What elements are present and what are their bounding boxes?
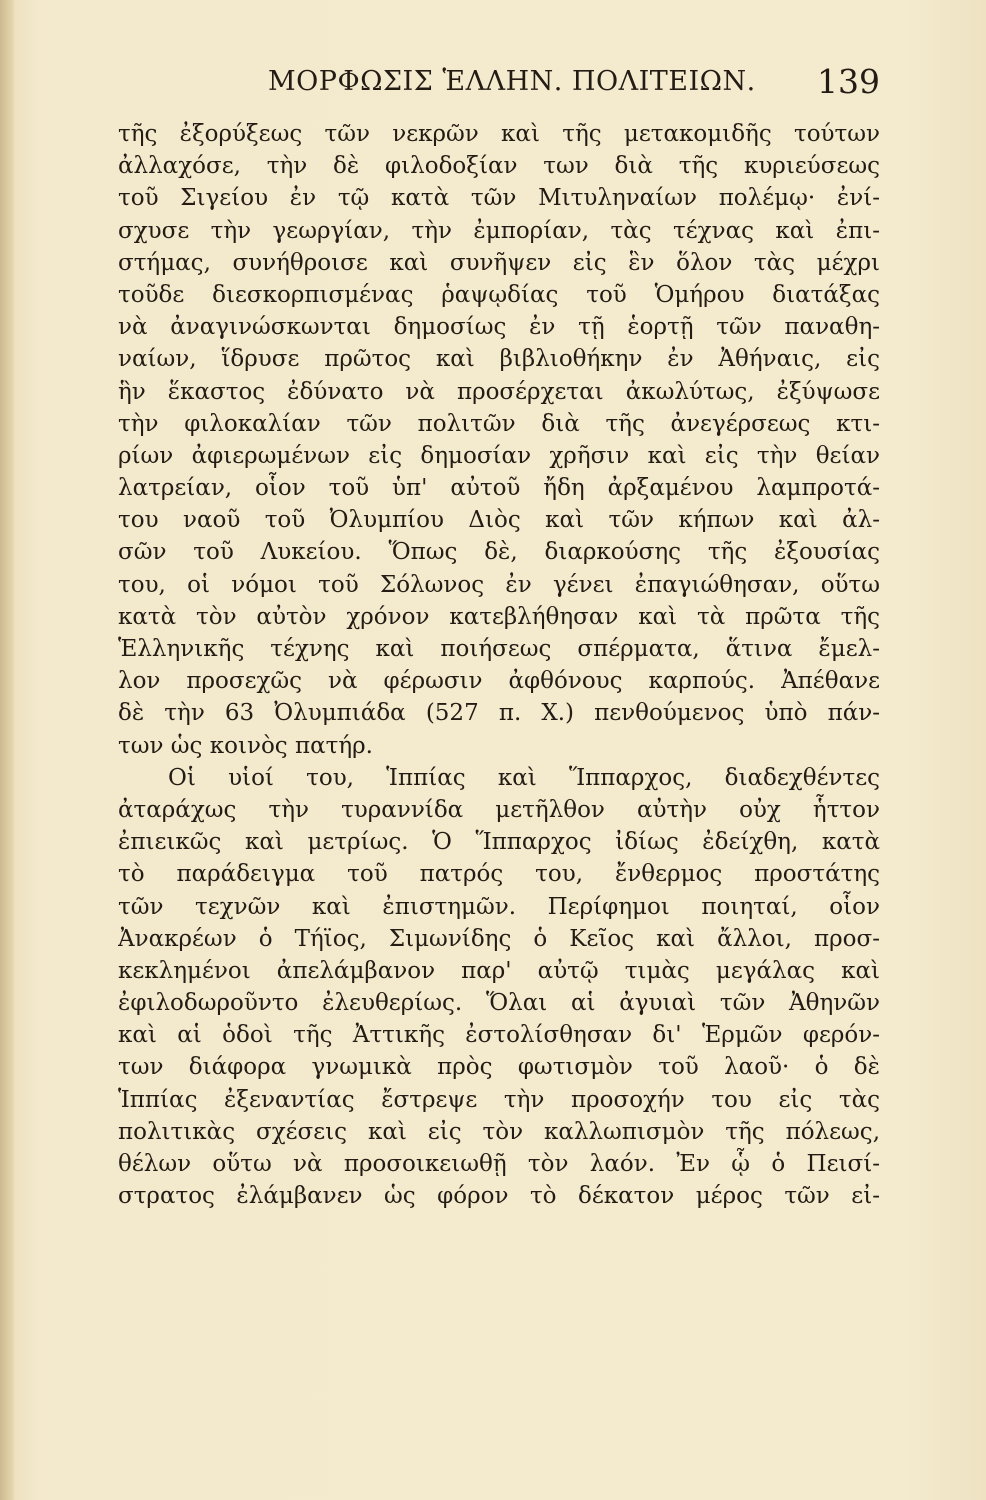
- text-line: καὶ αἱ ὁδοὶ τῆς Ἀττικῆς ἐστολίσθησαν δι' Ἑρμῶν φερόν-: [118, 1022, 880, 1049]
- text-line: ἀταράχως τὴν τυραννίδα μετῆλθον αὐτὴν οὐχ ἧττον: [118, 796, 880, 823]
- text-line: ἐφιλοδωροῦντο ἐλευθερίως. Ὅλαι αἱ ἀγυιαὶ τῶν Ἀθηνῶν: [118, 990, 880, 1017]
- text-line: ναίων, ἵδρυσε πρῶτος καὶ βιβλιοθήκην ἐν Ἀθήναις, εἰς: [118, 346, 880, 373]
- text-line: τοῦ Σιγείου ἐν τῷ κατὰ τῶν Μιτυληναίων πολέμῳ· ἐνί-: [118, 185, 880, 212]
- text-line: λατρείαν, οἷον τοῦ ὑπ' αὐτοῦ ἤδη ἀρξαμένου λαμπροτά-: [118, 475, 880, 502]
- text-line: τῆς ἐξορύξεως τῶν νεκρῶν καὶ τῆς μετακομιδῆς τούτων: [118, 121, 880, 147]
- text-line: Ἑλληνικῆς τέχνης καὶ ποιήσεως σπέρματα, ἅτινα ἔμελ-: [118, 636, 880, 662]
- page-edge: [0, 0, 14, 1500]
- text-line: σῶν τοῦ Λυκείου. Ὅπως δὲ, διαρκούσης τῆς ἐξουσίας: [118, 539, 880, 566]
- text-line: Ἀνακρέων ὁ Τήϊος, Σιμωνίδης ὁ Κεῖος καὶ ἄλλοι, προσ-: [118, 925, 880, 952]
- text-line: πολιτικὰς σχέσεις καὶ εἰς τὸν καλλωπισμὸν τῆς πόλεως,: [118, 1118, 880, 1145]
- body-text: [118, 118, 880, 1212]
- text-line: ἐπιεικῶς καὶ μετρίως. Ὁ Ἵππαρχος ἰδίως ἐδείχθη, κατὰ: [118, 829, 880, 856]
- text-line: ἣν ἕκαστος ἐδύνατο νὰ προσέρχεται ἀκωλύτως, ἐξύψωσε: [118, 378, 880, 405]
- running-head: ΜΟΡΦΩΣΙΣ ἙΛΛΗΝ. ΠΟΛΙΤΕΙΩΝ.: [268, 66, 756, 97]
- text-line: σχυσε τὴν γεωργίαν, τὴν ἐμπορίαν, τὰς τέχνας καὶ ἐπι-: [118, 217, 880, 244]
- text-line: Ἱππίας ἐξεναντίας ἔστρεψε τὴν προσοχήν του εἰς τὰς: [118, 1086, 880, 1113]
- text-line: στρατος ἐλάμβανεν ὡς φόρον τὸ δέκατον μέρος τῶν εἰ-: [118, 1183, 880, 1210]
- text-line: κατὰ τὸν αὐτὸν χρόνον κατεβλήθησαν καὶ τὰ πρῶτα τῆς: [118, 603, 880, 630]
- page-header: [120, 62, 880, 106]
- page-number: 139: [817, 62, 880, 101]
- text-line: του, οἱ νόμοι τοῦ Σόλωνος ἐν γένει ἐπαγιώθησαν, οὕτω: [118, 571, 880, 598]
- text-line: στήμας, συνήθροισε καὶ συνῆψεν εἰς ἓν ὅλον τὰς μέχρι: [118, 249, 880, 276]
- text-line: τὸ παράδειγμα τοῦ πατρός του, ἔνθερμος προστάτης: [118, 861, 880, 888]
- text-line: του ναοῦ τοῦ Ὀλυμπίου Διὸς καὶ τῶν κήπων καὶ ἀλ-: [118, 507, 880, 534]
- text-line: νὰ ἀναγινώσκωνται δημοσίως ἐν τῇ ἑορτῇ τῶν παναθη-: [118, 314, 880, 341]
- text-line: των διάφορα γνωμικὰ πρὸς φωτισμὸν τοῦ λαοῦ· ὁ δὲ: [118, 1054, 880, 1081]
- text-line: ρίων ἀφιερωμένων εἰς δημοσίαν χρῆσιν καὶ εἰς τὴν θείαν: [118, 442, 880, 469]
- text-line: τῶν τεχνῶν καὶ ἐπιστημῶν. Περίφημοι ποιηταί, οἷον: [118, 893, 880, 920]
- text-line: δὲ τὴν 63 Ὀλυμπιάδα (527 π. Χ.) πενθούμενος ὑπὸ πάν-: [118, 700, 880, 727]
- text-line: λον προσεχῶς νὰ φέρωσιν ἀφθόνους καρπούς. Ἀπέθανε: [118, 668, 880, 695]
- text-line: τὴν φιλοκαλίαν τῶν πολιτῶν διὰ τῆς ἀνεγέρσεως κτι-: [118, 410, 880, 437]
- text-line: ἀλλαχόσε, τὴν δὲ φιλοδοξίαν των διὰ τῆς κυριεύσεως: [118, 153, 880, 180]
- text-line: θέλων οὕτω νὰ προσοικειωθῇ τὸν λαόν. Ἐν ᾧ ὁ Πεισί-: [118, 1151, 880, 1177]
- text-line: των ὡς κοινὸς πατήρ.: [118, 732, 373, 759]
- text-line: κεκλημένοι ἀπελάμβανον παρ' αὐτῷ τιμὰς μεγάλας καὶ: [118, 957, 880, 984]
- text-line: Οἱ υἱοί του, Ἱππίας καὶ Ἵππαρχος, διαδεχθέντες: [168, 764, 880, 791]
- text-line: τοῦδε διεσκορπισμένας ῥαψῳδίας τοῦ Ὁμήρου διατάξας: [118, 281, 880, 308]
